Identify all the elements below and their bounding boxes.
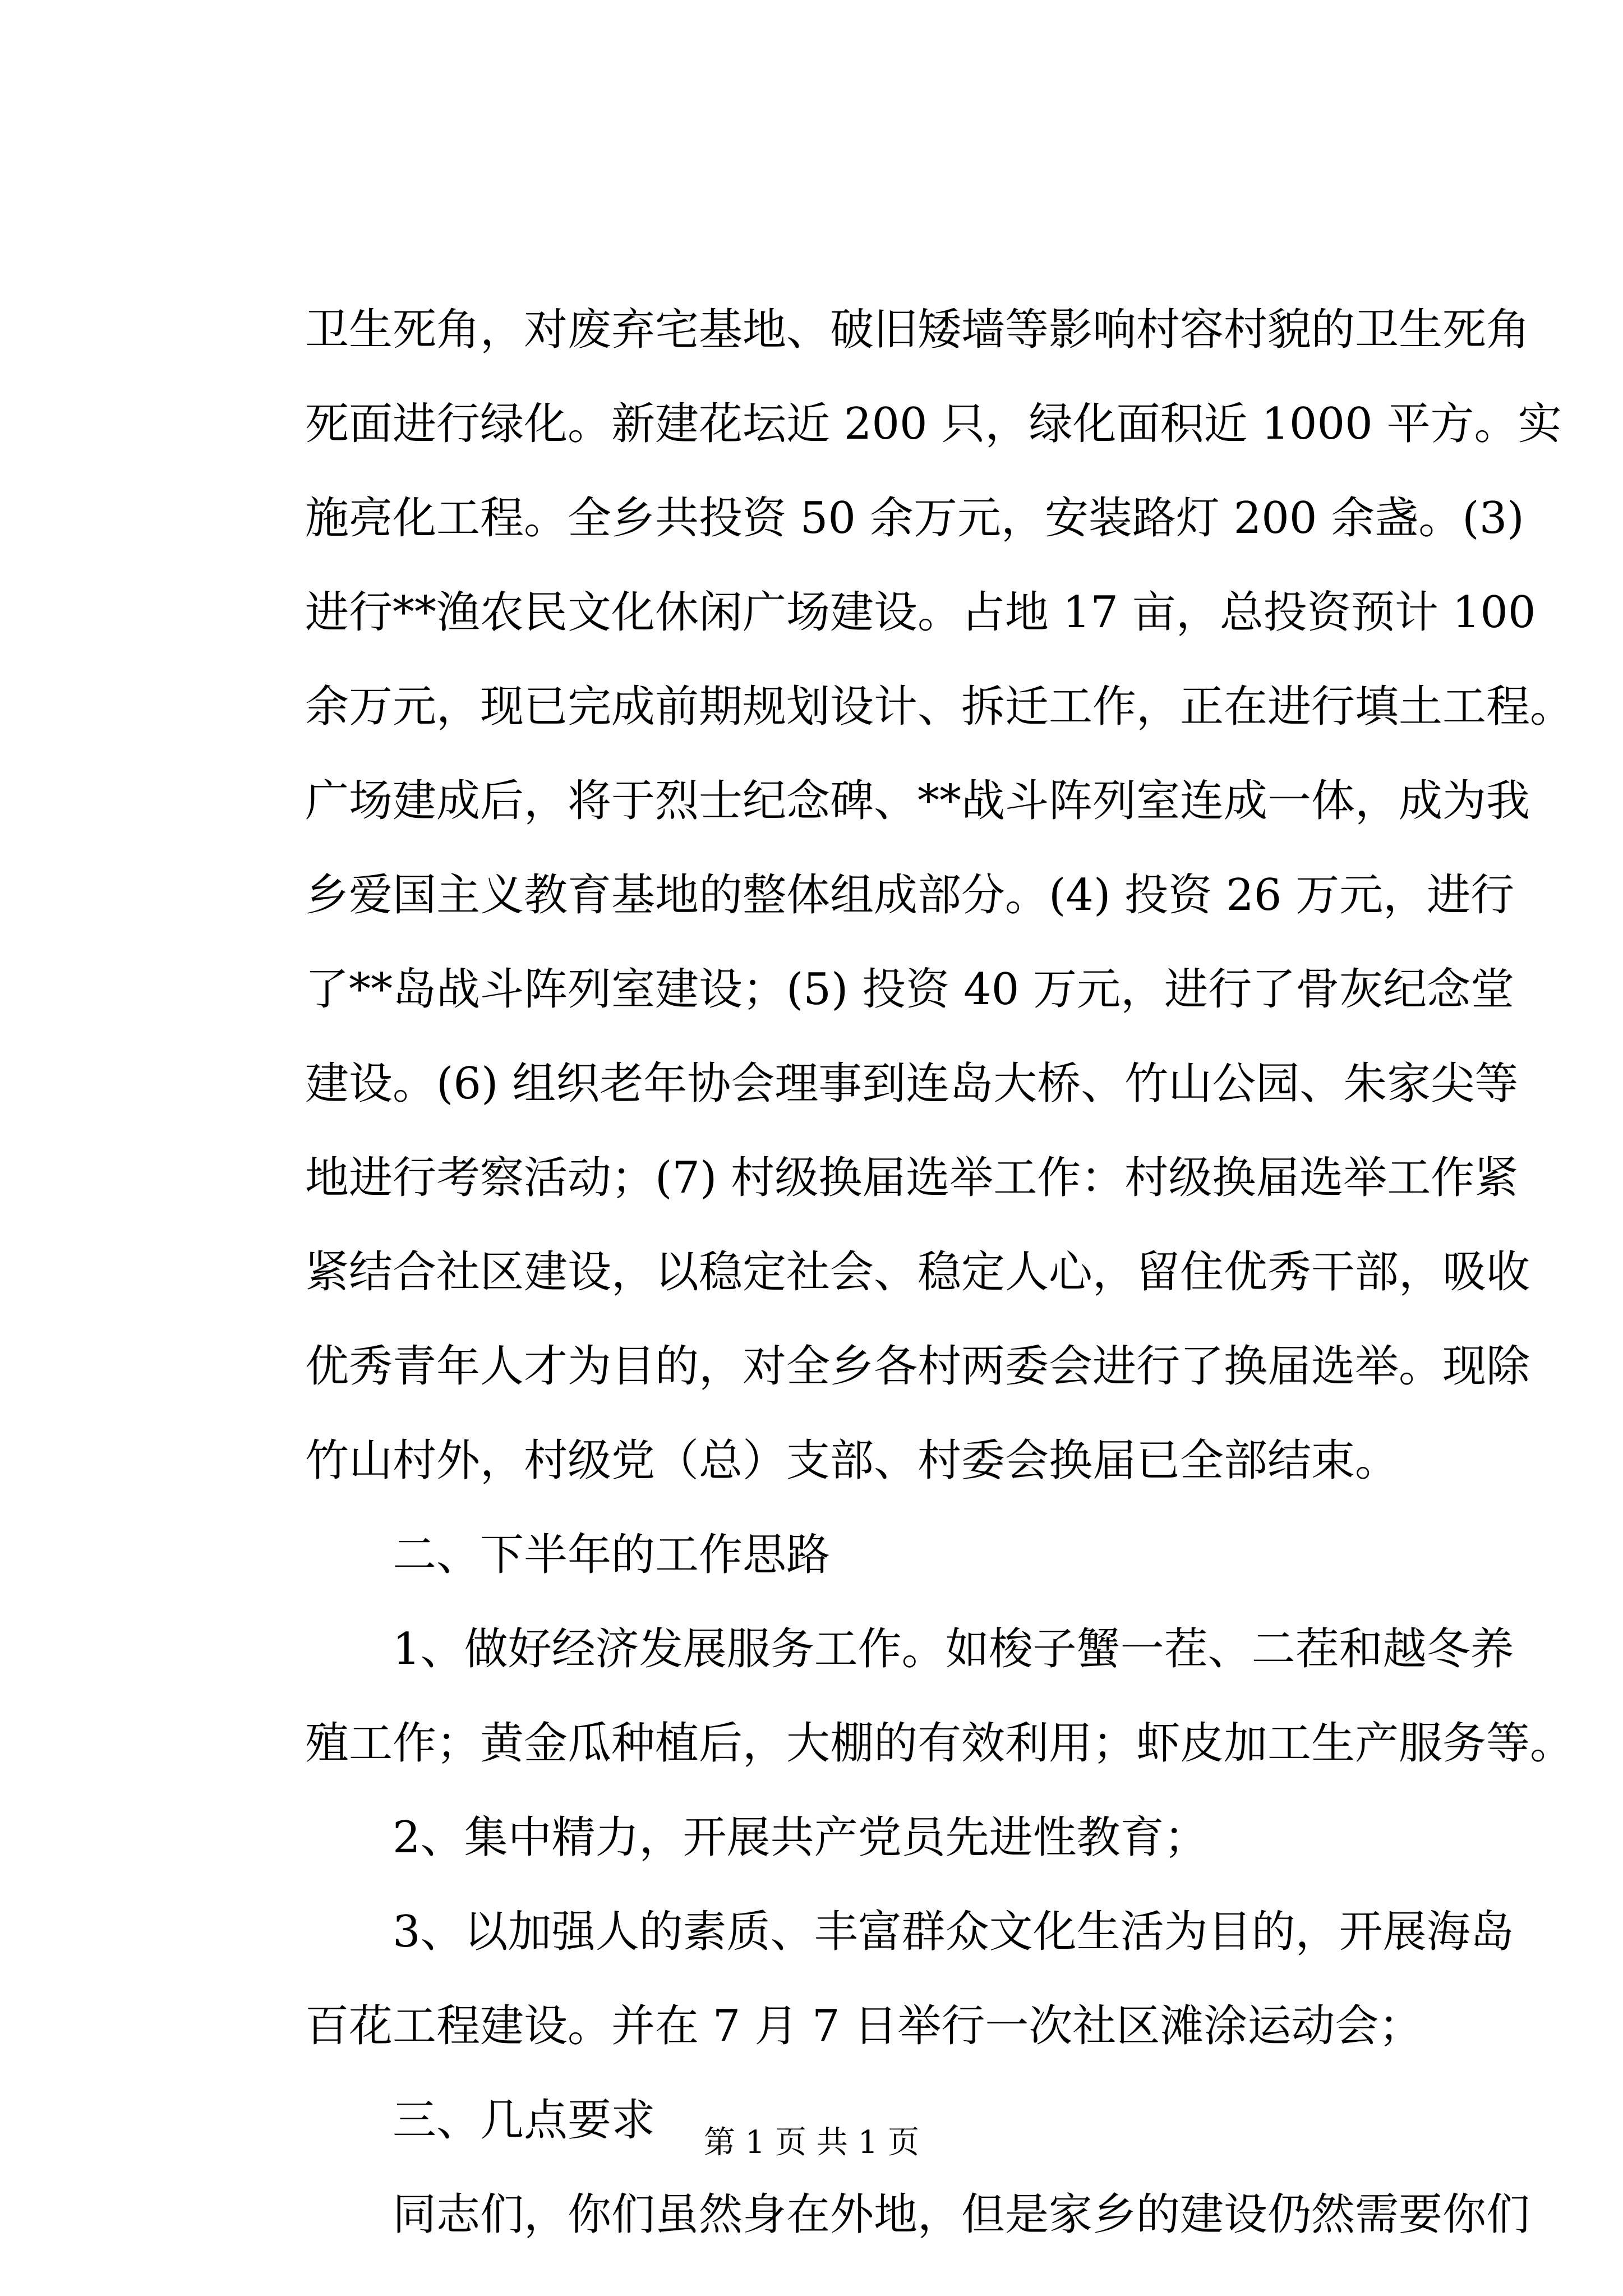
item-1-line-2: 殖工作；黄金瓜种植后，大棚的有效利用；虾皮加工生产服务等。 <box>305 1718 1574 1769</box>
section-two-heading: 二、下半年的工作思路 <box>393 1530 831 1580</box>
item-3-line-1: 3、以加强人的素质、丰富群众文化生活为目的，开展海岛 <box>393 1907 1514 1957</box>
paragraph-line: 建设。(6) 组织老年协会理事到连岛大桥、竹山公园、朱家尖等 <box>305 1059 1519 1109</box>
paragraph-line: 竹山村外，村级党（总）支部、村委会换届已全部结束。 <box>305 1435 1399 1486</box>
item-3-line-2: 百花工程建设。并在 7 月 7 日举行一次社区滩涂运动会； <box>305 2001 1423 2051</box>
paragraph-line: 紧结合社区建设，以稳定社会、稳定人心，留住优秀干部，吸收 <box>305 1247 1530 1297</box>
page-footer: 第 1 页 共 1 页 <box>703 2124 920 2161</box>
paragraph-line: 施亮化工程。全乡共投资 50 余万元，安装路灯 200 余盏。(3) <box>305 493 1524 544</box>
section-three-paragraph-line: 同志们，你们虽然身在外地，但是家乡的建设仍然需要你们 <box>393 2189 1530 2240</box>
paragraph-line: 卫生死角，对废弃宅基地、破旧矮墙等影响村容村貌的卫生死角 <box>305 305 1530 355</box>
section-three-heading: 三、几点要求 <box>393 2095 656 2146</box>
paragraph-line: 进行**渔农民文化休闲广场建设。占地 17 亩，总投资预计 100 <box>305 587 1536 638</box>
paragraph-line: 优秀青年人才为目的，对全乡各村两委会进行了换届选举。现除 <box>305 1341 1530 1392</box>
item-1-line-1: 1、做好经济发展服务工作。如梭子蟹一茬、二茬和越冬养 <box>393 1624 1514 1674</box>
paragraph-line: 地进行考察活动；(7) 村级换届选举工作：村级换届选举工作紧 <box>305 1153 1519 1203</box>
paragraph-line: 广场建成后，将于烈士纪念碑、**战斗阵列室连成一体，成为我 <box>305 776 1530 826</box>
paragraph-line: 死面进行绿化。新建花坛近 200 只，绿化面积近 1000 平方。实 <box>305 399 1562 449</box>
paragraph-line: 乡爱国主义教育基地的整体组成部分。(4) 投资 26 万元，进行 <box>305 870 1515 921</box>
paragraph-line: 余万元，现已完成前期规划设计、拆迁工作，正在进行填土工程。 <box>305 682 1574 732</box>
paragraph-line: 了**岛战斗阵列室建设；(5) 投资 40 万元，进行了骨灰纪念堂 <box>305 964 1515 1015</box>
item-2: 2、集中精力，开展共产党员先进性教育； <box>393 1812 1208 1863</box>
